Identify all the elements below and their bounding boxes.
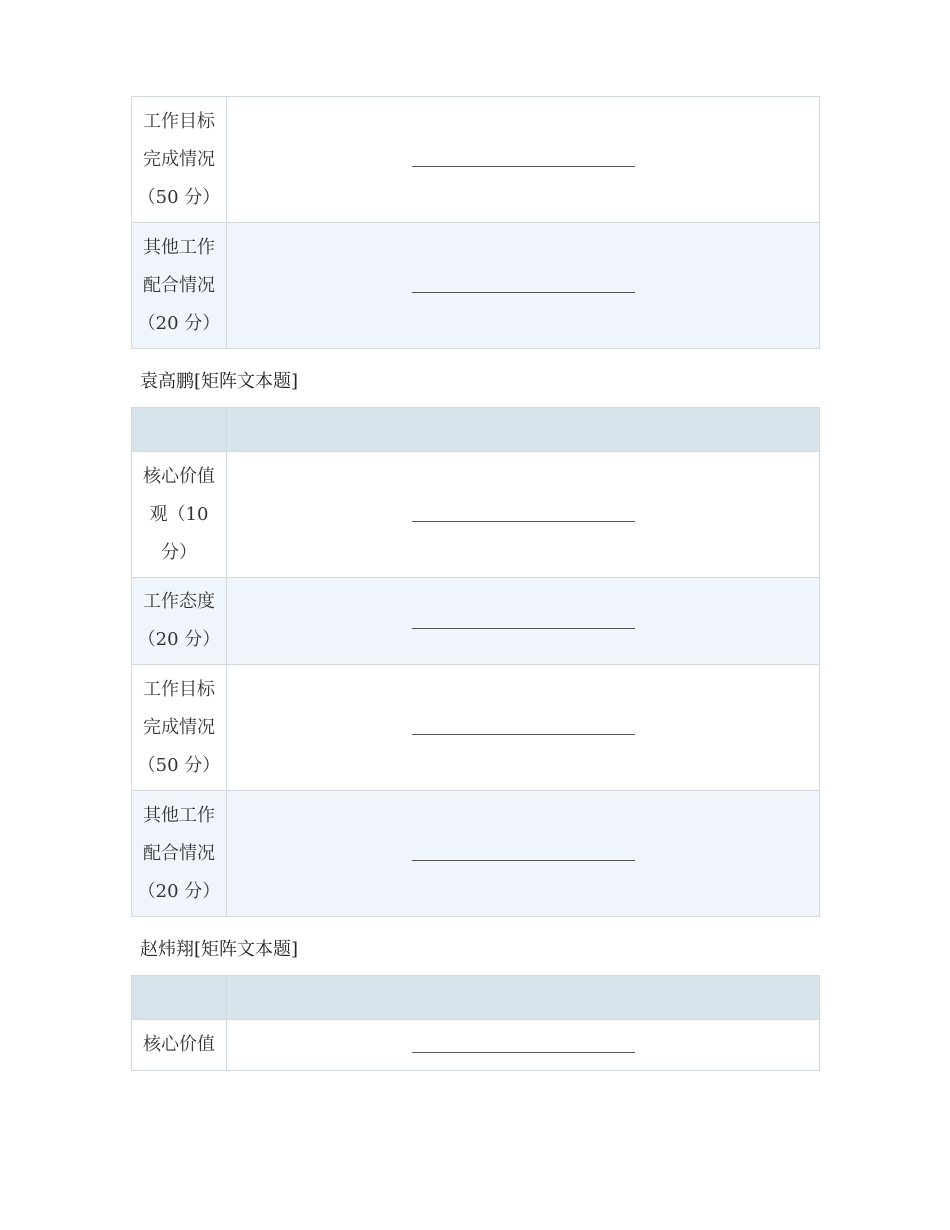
answer-cell[interactable]	[227, 578, 820, 665]
matrix-row	[132, 578, 820, 665]
answer-blank[interactable]	[412, 521, 635, 522]
matrix-table-continued	[131, 96, 820, 349]
matrix-header-row	[132, 408, 820, 452]
answer-cell[interactable]	[227, 791, 820, 917]
matrix-row	[132, 665, 820, 791]
answer-blank[interactable]	[412, 628, 635, 629]
question-title: 袁高鹏[矩阵文本题]	[140, 371, 299, 392]
answer-cell[interactable]	[227, 665, 820, 791]
row-label: 其他工作 配合情况 （20 分）	[132, 791, 227, 917]
matrix-table-yuan	[131, 407, 820, 917]
question-title: 赵炜翔[矩阵文本题]	[140, 939, 299, 960]
matrix-row	[132, 791, 820, 917]
survey-page	[131, 96, 820, 1071]
row-label: 工作目标 完成情况 （50 分）	[132, 665, 227, 791]
matrix-table-zhao	[131, 975, 820, 1071]
row-label: 其他工作 配合情况 （20 分）	[132, 223, 227, 349]
answer-cell[interactable]	[227, 223, 820, 349]
matrix-header-row	[132, 976, 820, 1020]
header-label-cell	[132, 976, 227, 1020]
matrix-row	[132, 452, 820, 578]
row-label: 工作目标 完成情况 （50 分）	[132, 97, 227, 223]
answer-blank[interactable]	[412, 166, 635, 167]
row-label: 核心价值	[132, 1020, 227, 1071]
answer-cell[interactable]	[227, 452, 820, 578]
matrix-row	[132, 97, 820, 223]
matrix-row	[132, 1020, 820, 1071]
matrix-row	[132, 223, 820, 349]
answer-blank[interactable]	[412, 1052, 635, 1053]
row-label: 工作态度 （20 分）	[132, 578, 227, 665]
header-label-cell	[132, 408, 227, 452]
header-answer-cell	[227, 408, 820, 452]
answer-blank[interactable]	[412, 734, 635, 735]
answer-cell[interactable]	[227, 97, 820, 223]
answer-blank[interactable]	[412, 860, 635, 861]
header-answer-cell	[227, 976, 820, 1020]
answer-cell[interactable]	[227, 1020, 820, 1071]
answer-blank[interactable]	[412, 292, 635, 293]
row-label: 核心价值 观（10 分）	[132, 452, 227, 578]
